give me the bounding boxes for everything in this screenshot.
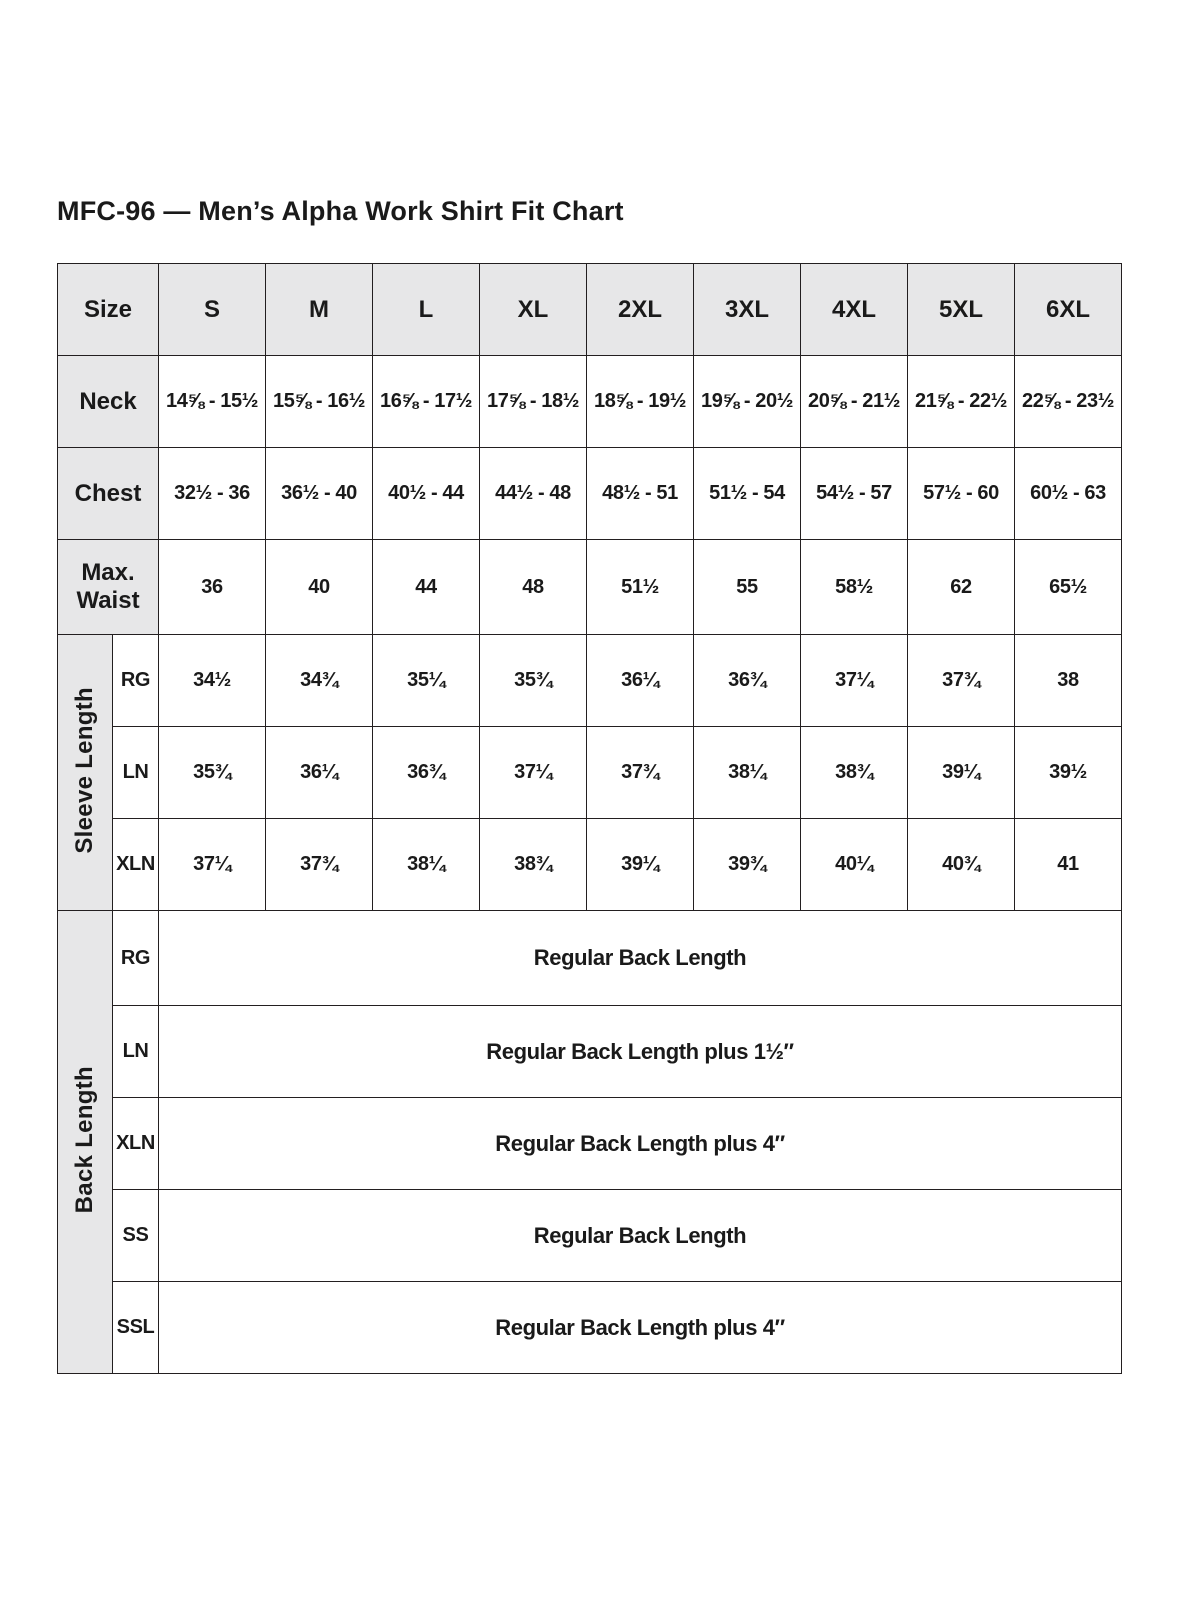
sleeve-length-group-label-text: Sleeve Length [71, 686, 98, 854]
sleeve-cell: 40¼ [801, 819, 908, 911]
chest-cell: 36½ - 40 [266, 448, 373, 540]
sleeve-cell: 38 [1015, 635, 1122, 727]
size-column-header: S [159, 264, 266, 356]
back-length-cell: Regular Back Length [159, 1190, 1122, 1282]
sleeve-cell: 37¾ [266, 819, 373, 911]
sleeve-row-label: XLN [113, 819, 159, 911]
sleeve-cell: 35¼ [373, 635, 480, 727]
back-length-cell: Regular Back Length plus 1½″ [159, 1006, 1122, 1098]
chest-cell: 60½ - 63 [1015, 448, 1122, 540]
sleeve-row-label: RG [113, 635, 159, 727]
sleeve-cell: 34¾ [266, 635, 373, 727]
sleeve-cell: 34½ [159, 635, 266, 727]
size-column-header: XL [480, 264, 587, 356]
max-waist-row-label: Max. Waist [58, 540, 159, 635]
fit-chart-section [57, 196, 1122, 1374]
chest-cell: 40½ - 44 [373, 448, 480, 540]
max-waist-cell: 51½ [587, 540, 694, 635]
table-row [58, 1282, 1122, 1374]
max-waist-cell: 65½ [1015, 540, 1122, 635]
max-waist-cell: 58½ [801, 540, 908, 635]
chest-cell: 48½ - 51 [587, 448, 694, 540]
neck-row-label: Neck [58, 356, 159, 448]
sleeve-cell: 39½ [1015, 727, 1122, 819]
table-row [58, 635, 1122, 727]
neck-cell: 18⅝ - 19½ [587, 356, 694, 448]
size-column-header: 4XL [801, 264, 908, 356]
sleeve-cell: 36¾ [694, 635, 801, 727]
size-column-header: 6XL [1015, 264, 1122, 356]
chest-cell: 51½ - 54 [694, 448, 801, 540]
sleeve-cell: 38¾ [801, 727, 908, 819]
table-row [58, 819, 1122, 911]
sleeve-cell: 37¾ [908, 635, 1015, 727]
neck-cell: 19⅝ - 20½ [694, 356, 801, 448]
table-row [58, 1098, 1122, 1190]
table-row [58, 356, 1122, 448]
neck-cell: 22⅝ - 23½ [1015, 356, 1122, 448]
max-waist-cell: 40 [266, 540, 373, 635]
sleeve-cell: 36¼ [587, 635, 694, 727]
back-length-cell: Regular Back Length plus 4″ [159, 1282, 1122, 1374]
sleeve-cell: 35¾ [480, 635, 587, 727]
max-waist-cell: 44 [373, 540, 480, 635]
neck-cell: 15⅝ - 16½ [266, 356, 373, 448]
neck-cell: 21⅝ - 22½ [908, 356, 1015, 448]
neck-cell: 14⅝ - 15½ [159, 356, 266, 448]
table-row [58, 264, 1122, 356]
back-length-cell: Regular Back Length [159, 911, 1122, 1006]
sleeve-cell: 35¾ [159, 727, 266, 819]
max-waist-cell: 48 [480, 540, 587, 635]
chest-row-label: Chest [58, 448, 159, 540]
back-length-group-label [58, 911, 113, 1374]
table-row [58, 540, 1122, 635]
sleeve-cell: 41 [1015, 819, 1122, 911]
back-row-label: LN [113, 1006, 159, 1098]
back-row-label: SS [113, 1190, 159, 1282]
page-title: MFC-96 — Men’s Alpha Work Shirt Fit Chart [57, 196, 624, 226]
sleeve-cell: 36¾ [373, 727, 480, 819]
neck-cell: 17⅝ - 18½ [480, 356, 587, 448]
table-row [58, 1190, 1122, 1282]
back-length-cell: Regular Back Length plus 4″ [159, 1098, 1122, 1190]
back-row-label: SSL [113, 1282, 159, 1374]
sleeve-cell: 37¼ [480, 727, 587, 819]
max-waist-cell: 36 [159, 540, 266, 635]
chest-cell: 54½ - 57 [801, 448, 908, 540]
sleeve-cell: 39¼ [587, 819, 694, 911]
sleeve-cell: 36¼ [266, 727, 373, 819]
fit-chart-table [57, 263, 1122, 1374]
sleeve-cell: 38¾ [480, 819, 587, 911]
table-row [58, 448, 1122, 540]
neck-cell: 16⅝ - 17½ [373, 356, 480, 448]
chest-cell: 57½ - 60 [908, 448, 1015, 540]
sleeve-cell: 38¼ [694, 727, 801, 819]
back-length-group-label-text: Back Length [71, 1065, 98, 1214]
chest-cell: 32½ - 36 [159, 448, 266, 540]
table-row [58, 1006, 1122, 1098]
sleeve-cell: 37¾ [587, 727, 694, 819]
max-waist-cell: 62 [908, 540, 1015, 635]
sleeve-row-label: LN [113, 727, 159, 819]
sleeve-cell: 37¼ [159, 819, 266, 911]
back-row-label: XLN [113, 1098, 159, 1190]
neck-cell: 20⅝ - 21½ [801, 356, 908, 448]
table-row [58, 911, 1122, 1006]
sleeve-cell: 39¼ [908, 727, 1015, 819]
size-column-header: 2XL [587, 264, 694, 356]
chest-cell: 44½ - 48 [480, 448, 587, 540]
sleeve-length-group-label [58, 635, 113, 911]
size-column-header: M [266, 264, 373, 356]
sleeve-cell: 37¼ [801, 635, 908, 727]
size-column-header: L [373, 264, 480, 356]
size-column-header: 3XL [694, 264, 801, 356]
table-row [58, 727, 1122, 819]
max-waist-cell: 55 [694, 540, 801, 635]
sleeve-cell: 40¾ [908, 819, 1015, 911]
size-column-header: 5XL [908, 264, 1015, 356]
size-corner-header: Size [58, 264, 159, 356]
back-row-label: RG [113, 911, 159, 1006]
sleeve-cell: 39¾ [694, 819, 801, 911]
sleeve-cell: 38¼ [373, 819, 480, 911]
